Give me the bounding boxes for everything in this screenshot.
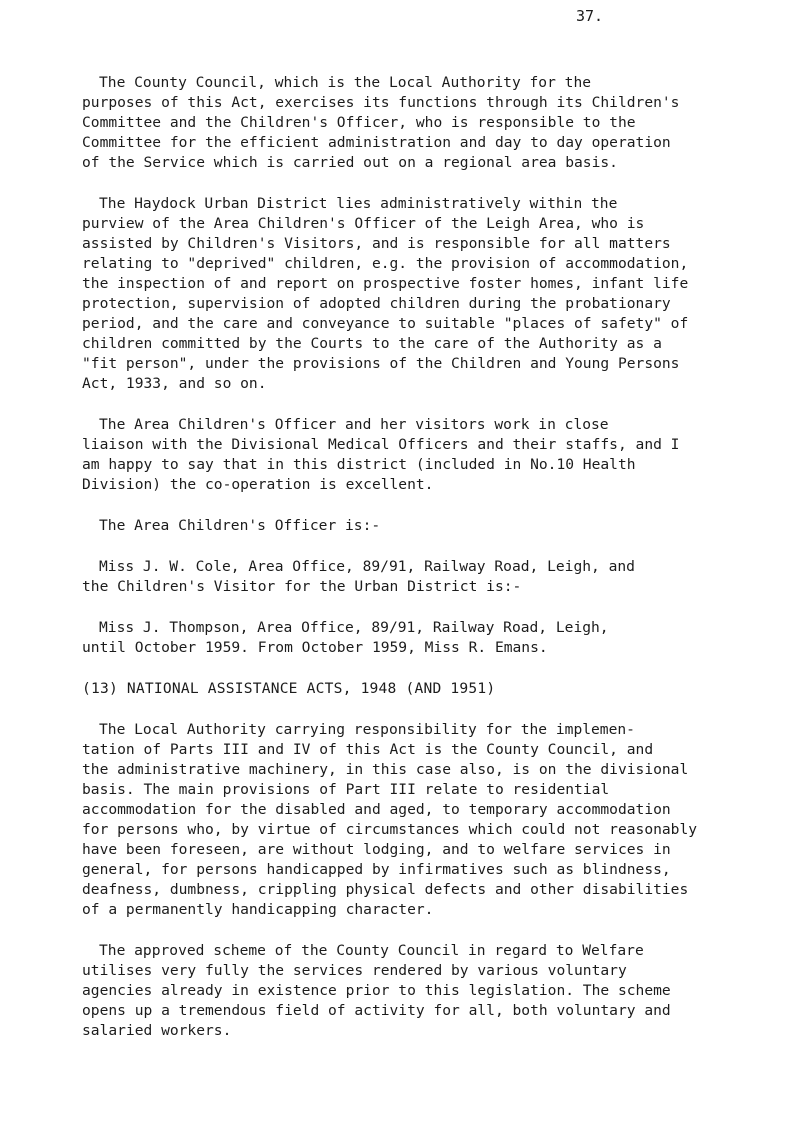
section-heading-national-assistance <box>82 679 794 699</box>
text-line: purposes of this Act, exercises its functions through its Children's <box>82 94 680 111</box>
text-line: salaried workers. <box>82 1022 232 1039</box>
text-line: Committee and the Children's Officer, who is responsible to the <box>82 114 636 131</box>
document-body <box>82 73 794 1041</box>
text-line: general, for persons handicapped by infirmatives such as blindness, <box>82 861 671 878</box>
text-line: assisted by Children's Visitors, and is responsible for all matters <box>82 235 671 252</box>
text-line: relating to "deprived" children, e.g. the provision of accommodation, <box>82 255 689 272</box>
text-line: Act, 1933, and so on. <box>82 375 267 392</box>
text-line: accommodation for the disabled and aged, to temporary accommodation <box>82 801 671 818</box>
text-line: the Children's Visitor for the Urban District is:- <box>82 578 522 595</box>
text-line: liaison with the Divisional Medical Officers and their staffs, and I <box>82 436 680 453</box>
text-line: Division) the co-operation is excellent. <box>82 476 434 493</box>
text-line: The County Council, which is the Local Authority for the <box>99 74 592 91</box>
text-line: of a permanently handicapping character. <box>82 901 434 918</box>
text-line: period, and the care and conveyance to suitable "places of safety" of <box>82 315 689 332</box>
text-line: deafness, dumbness, crippling physical defects and other disabilities <box>82 881 689 898</box>
text-line: until October 1959. From October 1959, Miss R. Emans. <box>82 639 548 656</box>
text-line: "fit person", under the provisions of the Children and Young Persons <box>82 355 680 372</box>
text-line: basis. The main provisions of Part III relate to residential <box>82 781 610 798</box>
text-line: purview of the Area Children's Officer of the Leigh Area, who is <box>82 215 645 232</box>
text-line: the administrative machinery, in this case also, is on the divisional <box>82 761 689 778</box>
text-line: The Local Authority carrying responsibility for the implemen- <box>99 721 635 738</box>
text-line: agencies already in existence prior to this legislation. The scheme <box>82 982 671 999</box>
paragraph-area-officer-intro <box>82 516 794 536</box>
text-line: tation of Parts III and IV of this Act is the County Council, and <box>82 741 654 758</box>
text-line: The Area Children's Officer is:- <box>99 517 381 534</box>
paragraph-visitor-thompson <box>82 618 794 658</box>
text-line: have been foreseen, are without lodging, and to welfare services in <box>82 841 671 858</box>
paragraph-haydock-district <box>82 194 794 394</box>
text-line: children committed by the Courts to the care of the Authority as a <box>82 335 662 352</box>
text-line: Committee for the efficient administration and day to day operation <box>82 134 671 151</box>
text-line: The Haydock Urban District lies administratively within the <box>99 195 618 212</box>
text-line: utilises very fully the services rendered by various voluntary <box>82 962 627 979</box>
text-line: The approved scheme of the County Council in regard to Welfare <box>99 942 644 959</box>
text-line: Miss J. W. Cole, Area Office, 89/91, Railway Road, Leigh, and <box>99 558 635 575</box>
paragraph-area-officer-cole <box>82 557 794 597</box>
text-line: of the Service which is carried out on a regional area basis. <box>82 154 618 171</box>
text-line: am happy to say that in this district (included in No.10 Health <box>82 456 636 473</box>
paragraph-local-authority-parts <box>82 720 794 920</box>
page-number: 37. <box>576 7 604 25</box>
text-line: for persons who, by virtue of circumstances which could not reasonably <box>82 821 698 838</box>
paragraph-childrens-committee <box>82 73 794 173</box>
paragraph-approved-scheme <box>82 941 794 1041</box>
paragraph-liaison <box>82 415 794 495</box>
text-line: opens up a tremendous field of activity for all, both voluntary and <box>82 1002 671 1019</box>
text-line: protection, supervision of adopted children during the probationary <box>82 295 671 312</box>
section-heading: (13) NATIONAL ASSISTANCE ACTS, 1948 (AND 1951) <box>82 680 496 697</box>
text-line: the inspection of and report on prospective foster homes, infant life <box>82 275 689 292</box>
text-line: The Area Children's Officer and her visitors work in close <box>99 416 609 433</box>
text-line: Miss J. Thompson, Area Office, 89/91, Railway Road, Leigh, <box>99 619 609 636</box>
